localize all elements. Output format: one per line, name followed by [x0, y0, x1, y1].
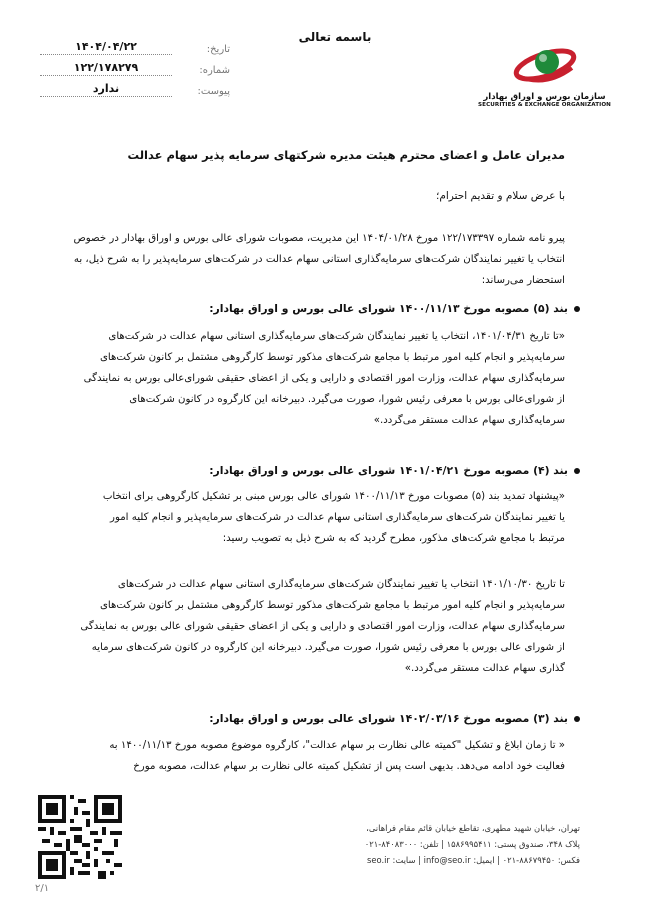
- section-2b-line: از شورای عالی بورس با معرفی رئیس شورا، صورت می‌گیرد. دبیرخانه این کارگروه در کانون شرکت‌های سرمایه: [91, 642, 565, 653]
- intro-line: استحضار می‌رساند:: [481, 275, 565, 286]
- bullet-icon: [574, 306, 580, 312]
- section-2-resolution: [55, 574, 565, 679]
- section-1-title: بند (۵) مصوبه مورخ ۱۴۰۰/۱۱/۱۳ شورای عالی بورس و اوراق بهادار:: [209, 302, 568, 315]
- attachment-value: ندارد: [40, 82, 172, 97]
- section-1-line: از شورای‌عالی بورس با معرفی رئیس شورا، صورت می‌گیرد. دبیرخانه این کارگروه در کانون شرکت‌های: [129, 394, 565, 405]
- section-2-line: یا تغییر نمایندگان شرکت‌های سرمایه‌گذاری استانی سهام عدالت در شرکت‌های سرمایه‌پذیر و انجام کلیه امور: [110, 512, 565, 523]
- address-line: پلاک ۳۴۸، صندوق پستی: ۱۵۸۶۹۹۵۴۱۱ | تلفن: ۸۴۰۸۳۰۰۰-۰۲۱: [364, 839, 580, 849]
- section-3-line: فعالیت خود ادامه می‌دهد. بدیهی است پس از تشکیل کمیته عالی نظارت بر سهام عدالت، مصوبه مورخ: [133, 761, 565, 772]
- section-2-line: مرتبط با مجامع شرکت‌های مذکور، مطرح گردید که به شرح ذیل به تصویب رسید:: [222, 533, 565, 544]
- number-row: [40, 55, 230, 76]
- bullet-icon: [574, 468, 580, 474]
- bismillah-heading: باسمه تعالی: [298, 30, 372, 44]
- number-value: ۱۲۲/۱۷۸۲۷۹: [40, 61, 172, 76]
- section-3-heading: [209, 712, 580, 725]
- section-2-title: بند (۴) مصوبه مورخ ۱۴۰۱/۰۴/۲۱ شورای عالی بورس و اوراق بهادار:: [209, 464, 568, 477]
- page-number: ۲/۱: [35, 883, 50, 894]
- org-name-en: SECURITIES & EXCHANGE ORGANIZATION: [478, 102, 611, 108]
- organization-logo: [477, 38, 612, 108]
- section-2b-line: گذاری سهام عدالت مستقر می‌گردد.»: [404, 663, 565, 674]
- addressee: مدیران عامل و اعضای محترم هیئت مدیره شرکتهای سرمایه پذیر سهام عدالت: [127, 148, 565, 162]
- section-2-line: «پیشنهاد تمدید بند (۵) مصوبات مورخ ۱۴۰۰/۱۱/۱۳ شورای عالی بورس مبنی بر تشکیل کارگروهی برای انتخاب: [102, 491, 565, 502]
- intro-paragraph: [55, 228, 565, 291]
- section-1-body: [55, 326, 565, 431]
- qr-code-icon: [38, 795, 122, 879]
- contact-line: فکس: ۸۸۶۷۹۴۵۰-۰۲۱ | ایمیل: info@seo.ir | سایت: seo.ir: [366, 855, 580, 865]
- date-row: [40, 34, 230, 55]
- footer-address: [365, 820, 580, 868]
- section-3-title: بند (۳) مصوبه مورخ ۱۴۰۲/۰۳/۱۶ شورای عالی بورس و اوراق بهادار:: [209, 712, 568, 725]
- section-2-heading: [209, 464, 580, 477]
- intro-line: پیرو نامه شماره ۱۲۲/۱۷۳۳۹۷ مورخ ۱۴۰۴/۰۱/۲۸ این مدیریت، مصوبات شورای عالی بورس و اوراق بهادار در خصوص: [73, 233, 565, 244]
- section-1-line: سرمایه‌گذاری سهام عدالت، وزارت امور اقتصادی و دارایی و یکی از اعضای حقیقی شورای‌عالی بورس به نمایندگی: [83, 373, 565, 384]
- seo-emblem-icon: [510, 38, 580, 90]
- section-2b-line: سرمایه‌پذیر و انجام کلیه امور مرتبط با مجامع شرکت‌های مذکور توسط کارگروهی مشتمل بر کانون شرکت‌های: [99, 600, 565, 611]
- section-1-line: سرمایه‌پذیر و انجام کلیه امور مرتبط با مجامع شرکت‌های مذکور توسط کارگروهی مشتمل بر کانون شرکت‌های: [99, 352, 565, 363]
- address-line: تهران، خیابان شهید مطهری، تقاطع خیابان قائم مقام فراهانی،: [366, 823, 580, 833]
- greeting: با عرض سلام و تقدیم احترام؛: [436, 190, 565, 202]
- section-1-heading: [209, 302, 580, 315]
- org-name-fa: سازمان بورس و اوراق بهادار: [483, 92, 606, 102]
- date-value: ۱۴۰۴/۰۴/۲۲: [40, 40, 172, 55]
- attachment-label: پیوست:: [197, 86, 230, 97]
- section-2b-line: تا تاریخ ۱۴۰۱/۱۰/۳۰ انتخاب یا تغییر نمایندگان شرکت‌های سرمایه‌گذاری استانی سهام عدالت در شرکت‌های: [117, 579, 565, 590]
- attachment-row: [40, 76, 230, 97]
- bullet-icon: [574, 716, 580, 722]
- number-label: شماره:: [199, 65, 230, 76]
- date-label: تاریخ:: [206, 44, 230, 55]
- section-3-line: « تا زمان ابلاغ و تشکیل "کمیته عالی نظارت بر سهام عدالت"، کارگروه موضوع مصوبه مورخ ۱۴۰۰/۱۱/۱۳ به: [109, 740, 565, 751]
- intro-line: انتخاب یا تغییر نمایندگان شرکت‌های سرمایه‌گذاری استانی سهام عدالت در شرکت‌های سرمایه‌پذیر را به شرح ذیل، به: [73, 254, 565, 265]
- section-1-line: «تا تاریخ ۱۴۰۱/۰۴/۳۱، انتخاب یا تغییر نمایندگان شرکت‌های سرمایه‌گذاری استانی سهام عدالت در شرکت‌های: [108, 331, 565, 342]
- section-3-body: [55, 735, 565, 777]
- section-2-body: [55, 486, 565, 549]
- letter-meta: [40, 34, 230, 97]
- section-2b-line: سرمایه‌گذاری سهام عدالت، وزارت امور اقتصادی و دارایی و یکی از اعضای حقیقی شورای عالی بورس به نمایندگی: [80, 621, 565, 632]
- section-1-line: سرمایه‌گذاری سهام عدالت مستقر می‌گردد.»: [373, 415, 565, 426]
